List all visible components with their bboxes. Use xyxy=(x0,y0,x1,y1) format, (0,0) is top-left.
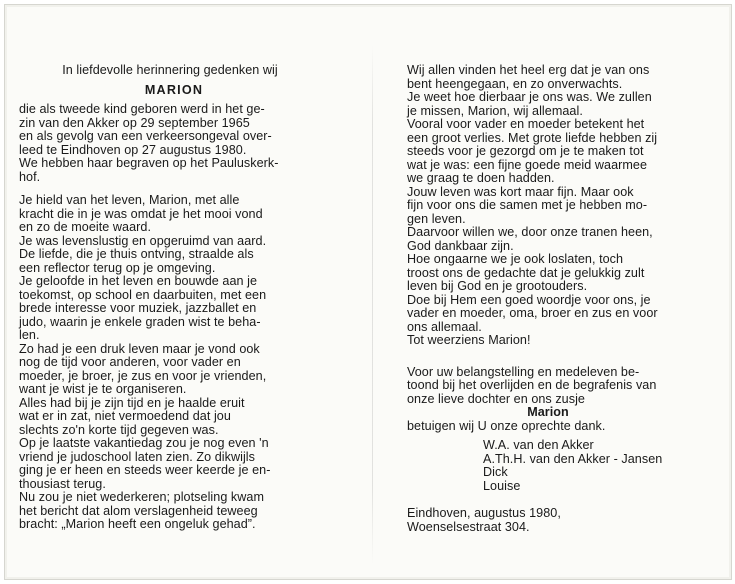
intro-line: In liefdevolle herinnering gedenken wij xyxy=(62,63,278,77)
text-line: Voor uw belangstelling en medeleven be- xyxy=(407,364,640,379)
text-line: Je weet hoe dierbaar je ons was. We zullen xyxy=(407,90,652,104)
text-line: vader en moeder, oma, broer en zus en voor xyxy=(407,306,658,320)
text-line: nog de tijd voor anderen, voor vader en xyxy=(19,355,241,369)
text-line: betuigen wij U onze oprechte dank. xyxy=(407,418,606,433)
deceased-name: MARION xyxy=(144,82,204,97)
text-line: brede interesse voor muziek, jazzballet en xyxy=(19,301,257,315)
text-line: toekomst, op school en daarbuiten, met een xyxy=(19,287,267,302)
life-paragraph xyxy=(19,194,329,532)
text-line: onze lieve dochter en ons zusje xyxy=(407,391,585,406)
card-fold xyxy=(372,45,373,565)
text-line: wat er in zat, niet vermoedend dat jou xyxy=(19,409,231,423)
thanks-paragraph xyxy=(407,366,707,434)
text-line: Jouw leven was kort maar fijn. Maar ook xyxy=(407,184,634,199)
text-line: het bericht dat alom verslagenheid teweeg xyxy=(19,503,258,518)
text-line: bracht: „Marion heeft een ongeluk gehad”. xyxy=(19,517,256,531)
text-line: Tot weerziens Marion! xyxy=(407,333,531,347)
text-line: ons allemaal. xyxy=(407,319,482,334)
text-line: Op je laatste vakantiedag zou je nog even 'n xyxy=(19,436,269,450)
text-line: troost ons de gedachte dat je gelukkig zult xyxy=(407,265,645,280)
text-line: een groot verlies. Met grote liefde hebben zij xyxy=(407,130,658,145)
text-line: je missen, Marion, wij allemaal. xyxy=(407,103,583,118)
text-line: ging je er heen en steeds weer keerde je en- xyxy=(19,463,271,477)
farewell-paragraph xyxy=(407,64,707,348)
text-line: Zo had je een druk leven maar je vond ook xyxy=(19,341,260,356)
signatory: Dick xyxy=(483,465,508,479)
text-line: leed te Eindhoven op 27 augustus 1980. xyxy=(19,142,247,157)
text-line: Je hield van het leven, Marion, met alle xyxy=(19,193,240,207)
text-line: vriend je judoschool laten zien. Zo dikwijls xyxy=(19,449,256,464)
signatory: A.Th.H. van den Akker - Jansen xyxy=(483,451,663,466)
place-date: Eindhoven, augustus 1980, xyxy=(407,506,561,520)
text-line: en als gevolg van een verkeersongeval over- xyxy=(19,129,272,143)
text-line: moeder, je broer, je zus en voor je vrienden, xyxy=(19,368,267,383)
text-line: thousiast terug. xyxy=(19,476,106,491)
text-line: een reflector terug op je omgeving. xyxy=(19,260,216,275)
signatories xyxy=(407,439,707,493)
text-line: Nu zou je niet wederkeren; plotseling kwam xyxy=(19,490,265,504)
text-line: We hebben haar begraven op het Pauluskerk- xyxy=(19,156,279,170)
text-line: God dankbaar zijn. xyxy=(407,238,514,253)
signatory: W.A. van den Akker xyxy=(483,438,594,452)
text-line: gen leven. xyxy=(407,211,466,226)
text-line: Doe bij Hem een goed woordje voor ons, je xyxy=(407,292,651,307)
thanks-name: Marion xyxy=(527,405,569,419)
text-line: Je geloofde in het leven en bouwde aan je xyxy=(19,274,258,288)
text-line: steeds voor je gezorgd om je te maken tot xyxy=(407,144,644,158)
text-line: kracht die in je was omdat je het mooi vond xyxy=(19,206,263,221)
text-line: Hoe ongaarne we je ook loslaten, toch xyxy=(407,252,624,266)
text-line: wat je was: een fijne goede meid waarmee xyxy=(407,157,648,172)
text-line: leven bij God en je grootouders. xyxy=(407,279,588,293)
text-line: Wij allen vinden het heel erg dat je van ons xyxy=(407,63,650,77)
text-line: len. xyxy=(19,328,40,342)
text-line: toond bij het overlijden en de begrafenis van xyxy=(407,378,657,392)
text-line: hof. xyxy=(19,169,41,184)
text-line: Je was levenslustig en opgeruimd van aard. xyxy=(19,233,267,248)
text-line: Daarvoor willen we, door onze tranen heen, xyxy=(407,225,653,239)
text-line: want je wist je te organiseren. xyxy=(19,382,187,396)
text-line: die als tweede kind geboren werd in het ge- xyxy=(19,102,265,116)
signatory: Louise xyxy=(483,478,521,493)
right-page xyxy=(407,64,707,534)
text-line: De liefde, die je thuis ontving, straalde als xyxy=(19,247,254,261)
address: Woenselsestraat 304. xyxy=(407,519,530,534)
text-line: Alles had bij je zijn tijd en je haalde eruit xyxy=(19,395,245,410)
text-line: en zo de moeite waard. xyxy=(19,220,152,234)
text-line: we graag te doen hadden. xyxy=(407,171,555,185)
text-line: slechts zo'n korte tijd gegeven was. xyxy=(19,422,219,437)
text-line: judo, waarin je enkele graden wist te beha- xyxy=(19,314,261,329)
birth-death-paragraph xyxy=(19,103,329,184)
text-line: Vooral voor vader en moeder betekent het xyxy=(407,117,645,131)
text-line: bent heengegaan, en zo onverwachts. xyxy=(407,76,623,91)
text-line: zin van den Akker op 29 september 1965 xyxy=(19,115,250,130)
left-page xyxy=(19,64,329,532)
text-line: fijn voor ons die samen met je hebben mo- xyxy=(407,198,648,212)
